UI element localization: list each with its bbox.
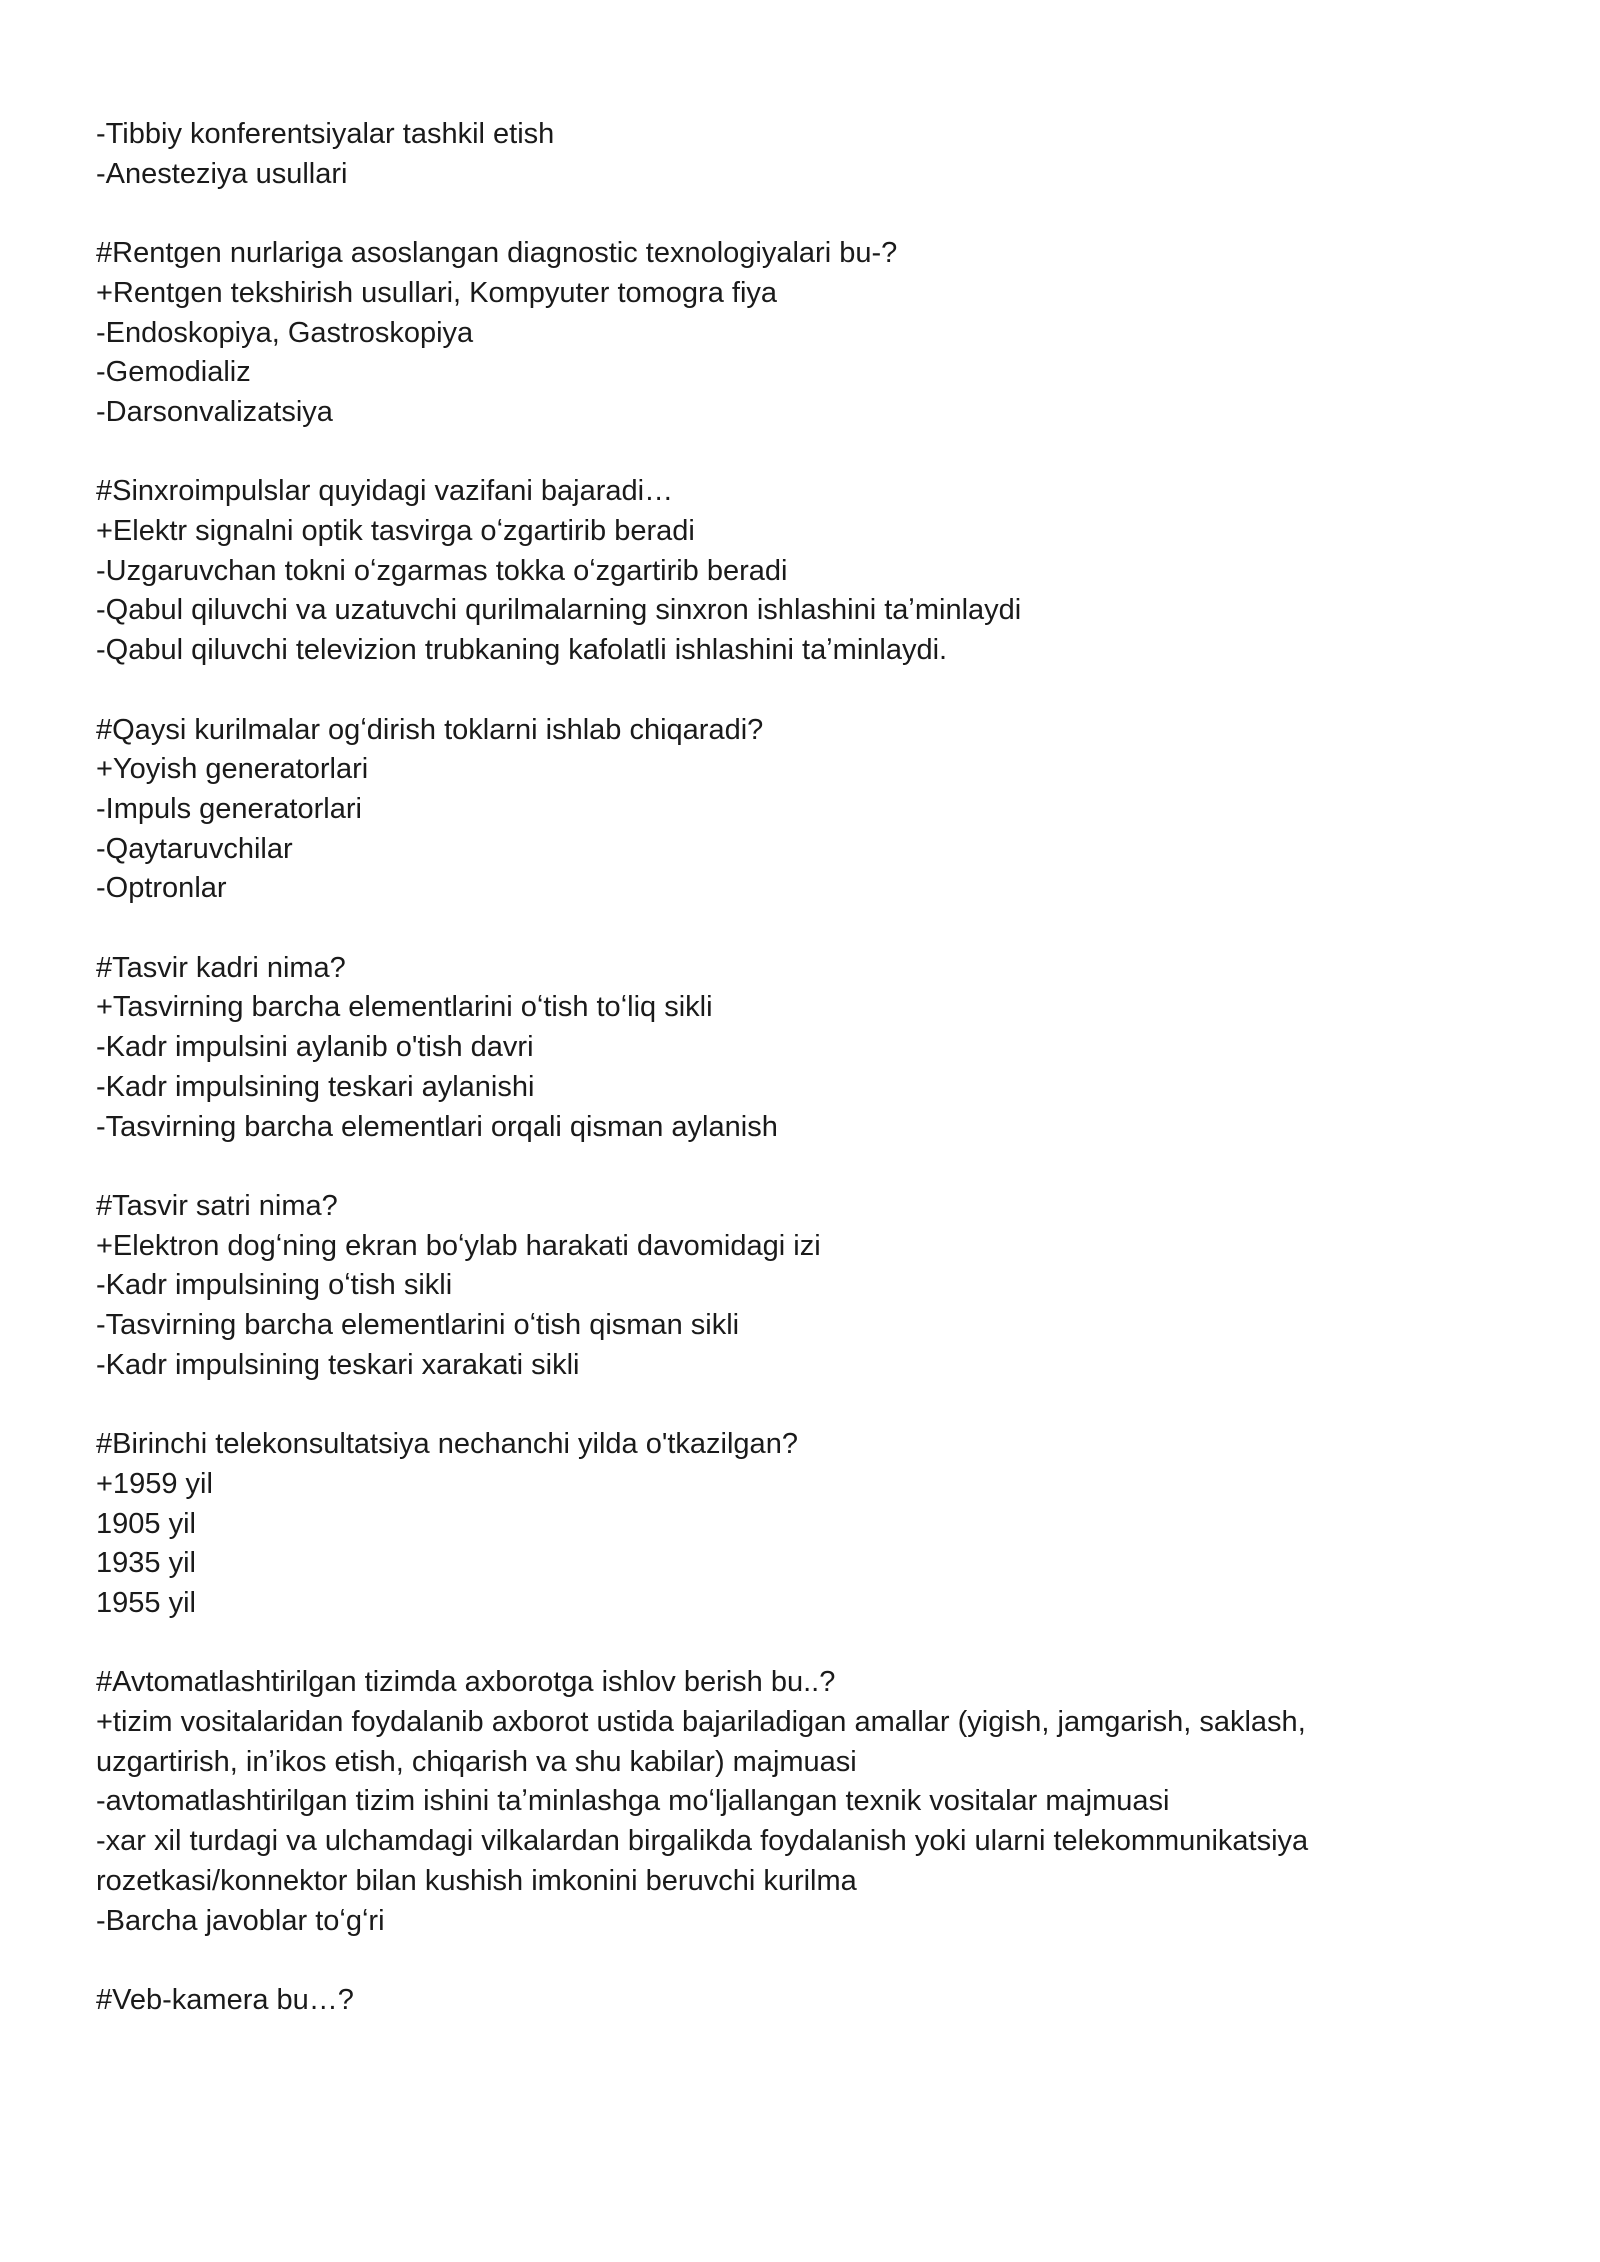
text-line: rozetkasi/konnektor bilan kushish imkonini beruvchi kurilma	[96, 1864, 857, 1897]
answer-option-line: -Barcha javoblar toʻgʻri	[96, 1904, 385, 1937]
answer-option-line: -Kadr impulsining teskari aylanishi	[96, 1070, 535, 1103]
question-line: #Rentgen nurlariga asoslangan diagnostic texnologiyalari bu-?	[96, 237, 898, 270]
blank-line	[96, 1941, 1396, 1981]
blank-line	[96, 1147, 1396, 1187]
blank-line	[96, 671, 1396, 711]
text-line: 1935 yil	[96, 1547, 196, 1580]
question-line: #Tasvir kadri nima?	[96, 951, 346, 984]
answer-option-line: -Tasvirning barcha elementlari orqali qisman aylanish	[96, 1110, 778, 1143]
answer-option-line: -Darsonvalizatsiya	[96, 395, 333, 428]
text-line: 1905 yil	[96, 1507, 196, 1540]
answer-option-line: -Uzgaruvchan tokni oʻzgarmas tokka oʻzgartirib beradi	[96, 554, 788, 587]
text-line: 1955 yil	[96, 1586, 196, 1619]
correct-answer-line: +tizim vositalaridan foydalanib axborot ustida bajariladigan amallar (yigish, jamgarish, saklash,	[96, 1706, 1306, 1739]
question-line: #Sinxroimpulslar quyidagi vazifani bajaradi…	[96, 475, 674, 508]
answer-option-line: -Tasvirning barcha elementlarini oʻtish qisman sikli	[96, 1309, 740, 1342]
answer-option-line: -xar xil turdagi va ulchamdagi vilkalardan birgalikda foydalanish yoki ularni telekommunikatsiya	[96, 1825, 1309, 1858]
correct-answer-line: +Elektr signalni optik tasvirga oʻzgartirib beradi	[96, 515, 695, 547]
question-line: #Birinchi telekonsultatsiya nechanchi yilda o'tkazilgan?	[96, 1428, 798, 1461]
answer-option-line: -Tibbiy konferentsiyalar tashkil etish	[96, 118, 555, 150]
answer-option-line: -Endoskopiya, Gastroskopiya	[96, 316, 474, 349]
answer-option-line: -Kadr impulsining oʻtish sikli	[96, 1269, 453, 1302]
answer-option-line: -Impuls generatorlari	[96, 792, 362, 825]
blank-line	[96, 194, 1396, 234]
blank-line	[96, 1624, 1396, 1664]
answer-option-line: -avtomatlashtirilgan tizim ishini taʼminlashga moʻljallangan texnik vositalar majmuasi	[96, 1785, 1170, 1818]
answer-option-line: -Qabul qiluvchi va uzatuvchi qurilmalarning sinxron ishlashini taʼminlaydi	[96, 594, 1022, 627]
answer-option-line: -Gemodializ	[96, 356, 251, 389]
answer-option-line: -Qaytaruvchilar	[96, 832, 293, 865]
blank-line	[96, 433, 1396, 473]
question-line: #Tasvir satri nima?	[96, 1189, 338, 1222]
answer-option-line: -Qabul qiluvchi televizion trubkaning kafolatli ishlashini taʼminlaydi.	[96, 634, 948, 667]
correct-answer-line: +1959 yil	[96, 1467, 213, 1500]
document-text	[96, 115, 1396, 2021]
correct-answer-line: +Elektron dogʻning ekran boʻylab harakati davomidagi izi	[96, 1229, 821, 1262]
text-line: uzgartirish, inʼikos etish, chiqarish va shu kabilar) majmuasi	[96, 1745, 857, 1778]
question-line: #Avtomatlashtirilgan tizimda axborotga ishlov berish bu..?	[96, 1666, 836, 1699]
answer-option-line: -Anesteziya usullari	[96, 157, 348, 190]
question-line: #Veb-kamera bu…?	[96, 1983, 354, 2016]
correct-answer-line: +Rentgen tekshirish usullari, Kompyuter tomogra fiya	[96, 276, 778, 309]
answer-option-line: -Optronlar	[96, 872, 227, 905]
answer-option-line: -Kadr impulsini aylanib o'tish davri	[96, 1031, 534, 1064]
correct-answer-line: +Yoyish generatorlari	[96, 753, 369, 786]
blank-line	[96, 909, 1396, 949]
correct-answer-line: +Tasvirning barcha elementlarini oʻtish toʻliq sikli	[96, 991, 713, 1024]
blank-line	[96, 1385, 1396, 1425]
question-line: #Qaysi kurilmalar ogʻdirish toklarni ishlab chiqaradi?	[96, 713, 764, 746]
answer-option-line: -Kadr impulsining teskari xarakati sikli	[96, 1348, 580, 1381]
